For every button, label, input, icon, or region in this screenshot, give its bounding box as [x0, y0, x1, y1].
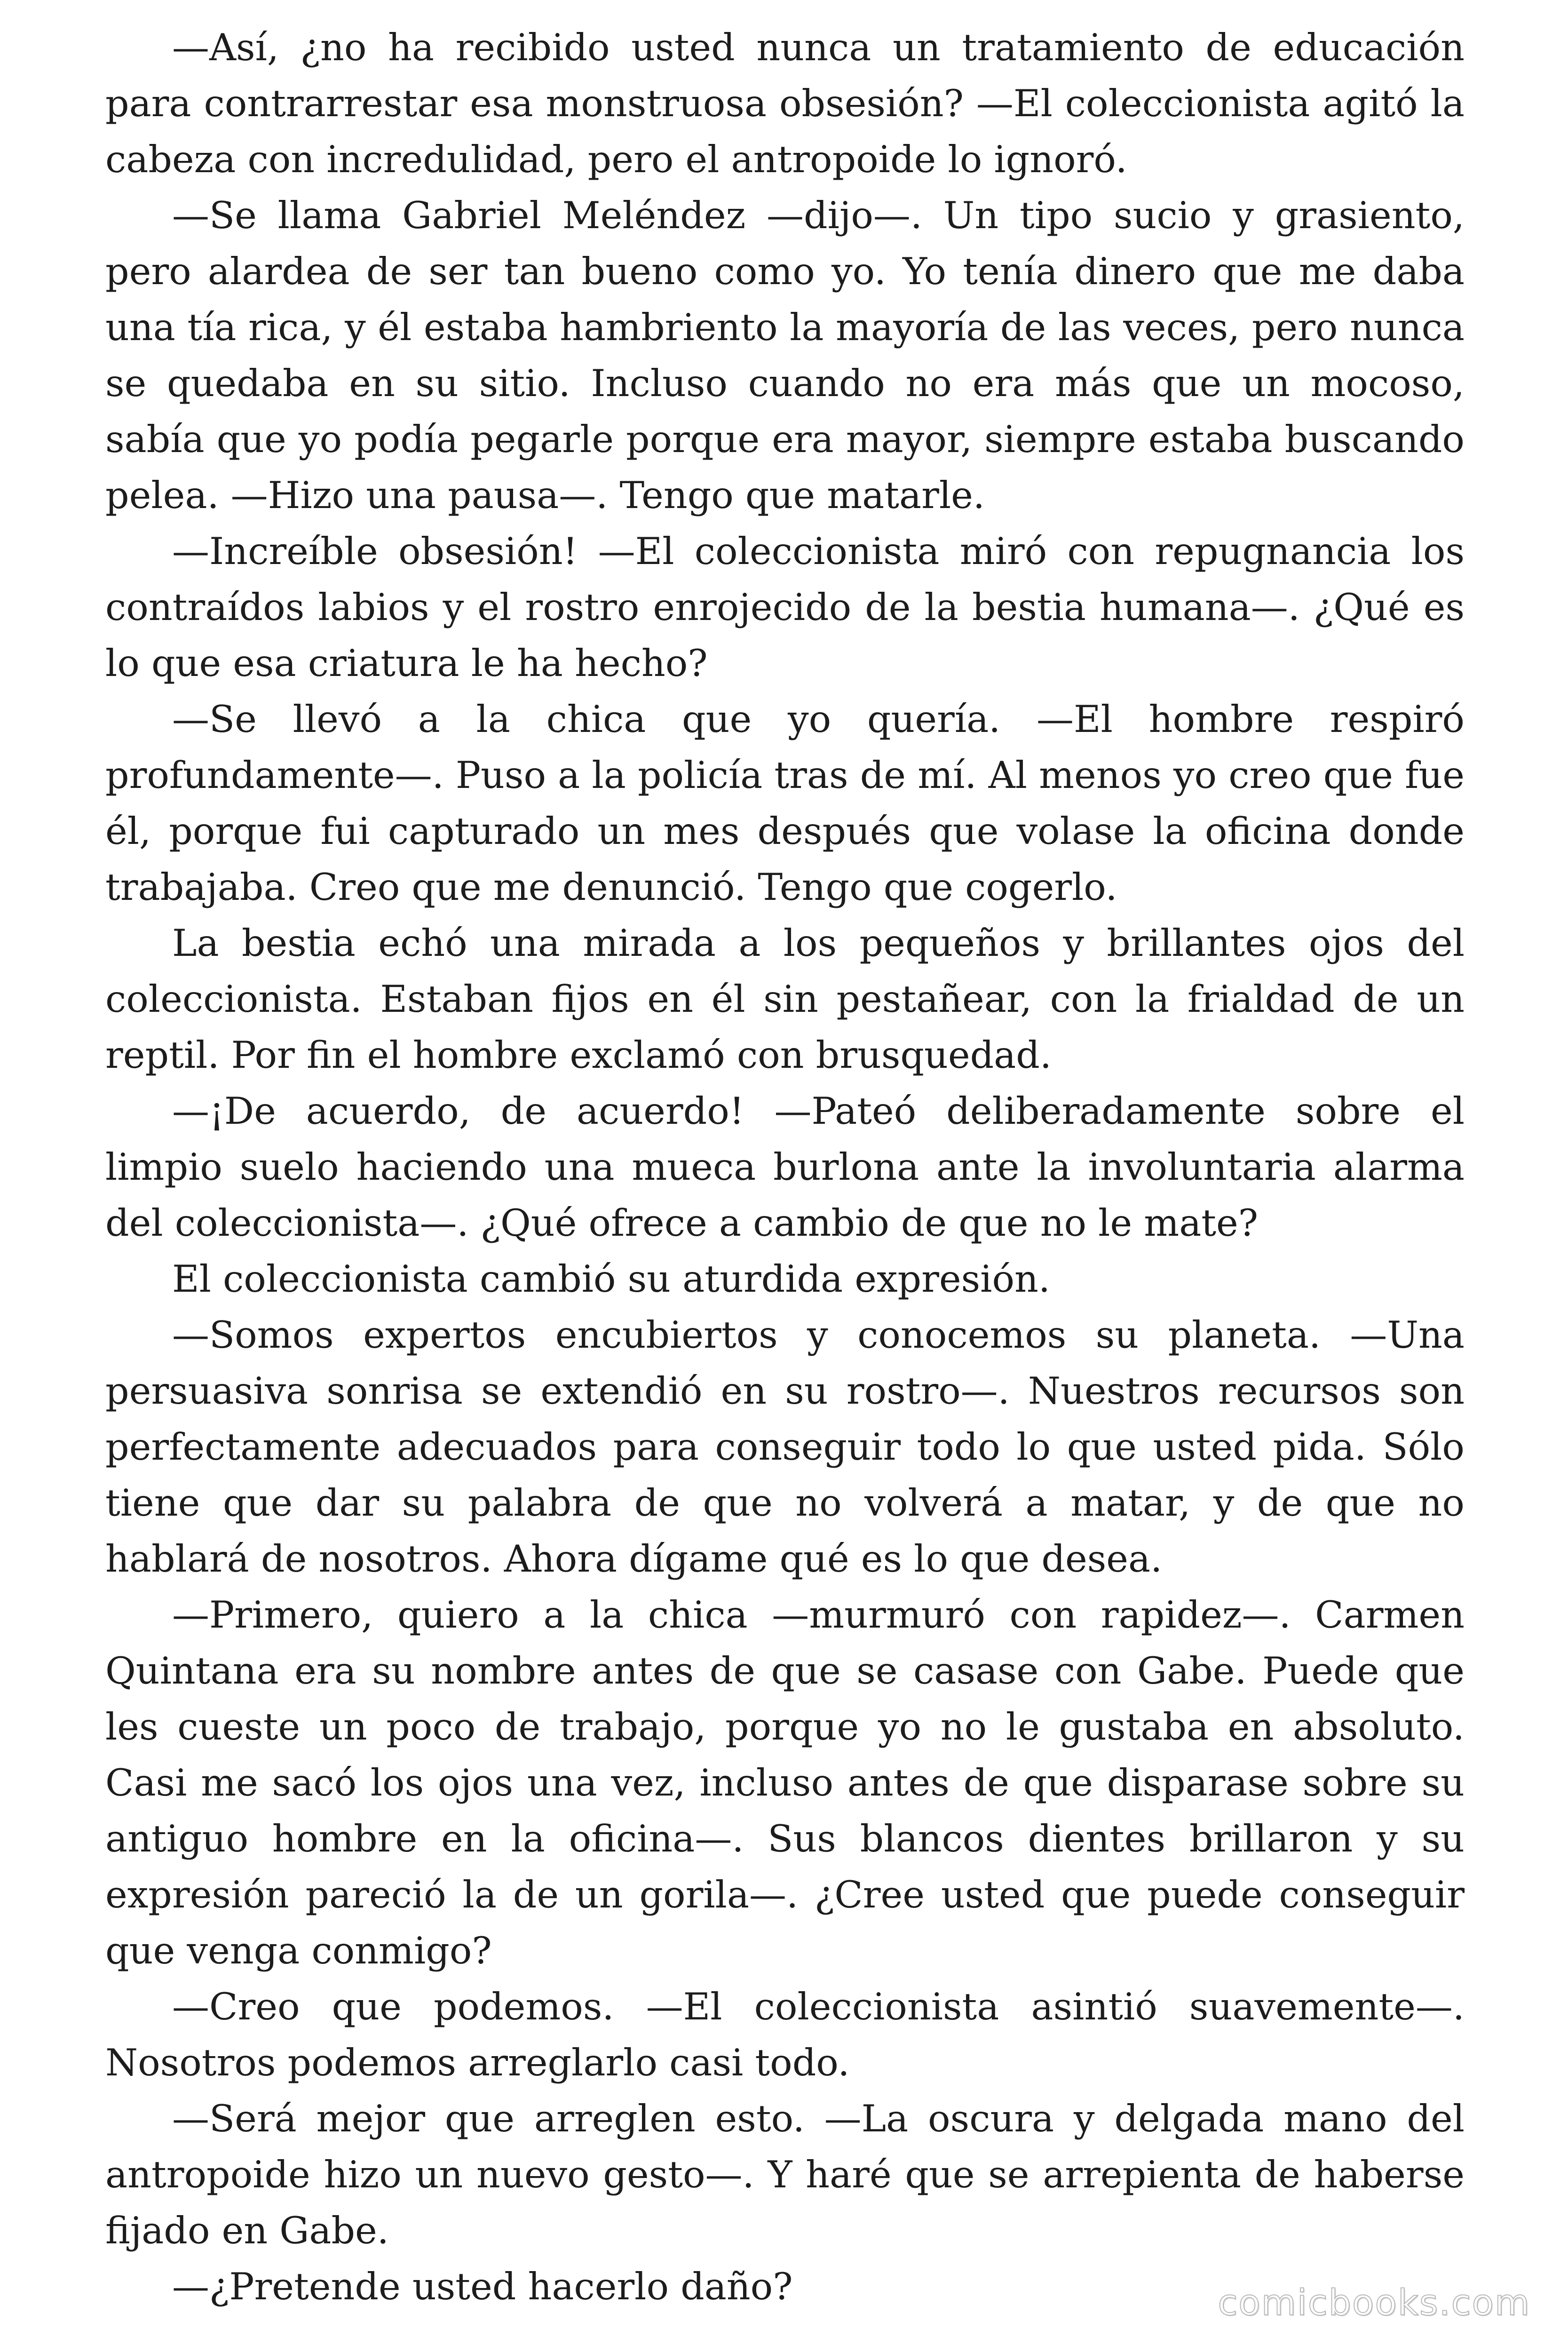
paragraph: —Se llama Gabriel Meléndez —dijo—. Un tipo sucio y grasiento, pero alardea de ser tan bueno como yo. Yo tenía dinero que me daba una tía rica, y él estaba hambriento la mayoría de las veces, pero nunca se quedaba en su sitio. Incluso cuando no era más que un mocoso, sabía que yo podía pegarle porque era mayor, siempre estaba buscando pelea. —Hizo una pausa—. Tengo que matarle.: [105, 194, 1465, 517]
paragraph: —Será mejor que arreglen esto. —La oscura y delgada mano del antropoide hizo un nuevo gesto—. Y haré que se arrepienta de haberse fijado en Gabe.: [105, 2097, 1465, 2252]
book-page-text: [105, 20, 1465, 2315]
paragraph: —¿Pretende usted hacerlo daño?: [172, 2265, 793, 2308]
paragraph: —Así, ¿no ha recibido usted nunca un tratamiento de educación para contrarrestar esa monstruosa obsesión? —El coleccionista agitó la cabeza con incredulidad, pero el antropoide lo ignoró.: [105, 26, 1465, 181]
paragraph: —Creo que podemos. —El coleccionista asintió suavemente—. Nosotros podemos arreglarlo casi todo.: [105, 1985, 1465, 2084]
paragraph: —Se llevó a la chica que yo quería. —El hombre respiró profundamente—. Puso a la policía tras de mí. Al menos yo creo que fue él, porque fui capturado un mes después que volase la oficina donde trabajaba. Creo que me denunció. Tengo que cogerlo.: [105, 698, 1465, 909]
paragraph: —Primero, quiero a la chica —murmuró con rapidez—. Carmen Quintana era su nombre antes de que se casase con Gabe. Puede que les cueste un poco de trabajo, porque yo no le gustaba en absoluto. Casi me sacó los ojos una vez, incluso antes de que disparase sobre su antiguo hombre en la oficina—. Sus blancos dientes brillaron y su expresión pareció la de un gorila—. ¿Cree usted que puede conseguir que venga conmigo?: [105, 1593, 1465, 1972]
paragraph: —Increíble obsesión! —El coleccionista miró con repugnancia los contraídos labios y el rostro enrojecido de la bestia humana—. ¿Qué es lo que esa criatura le ha hecho?: [105, 530, 1465, 685]
watermark: comicbooks.com: [1218, 2281, 1530, 2323]
paragraph: El coleccionista cambió su aturdida expresión.: [172, 1257, 1050, 1301]
paragraph: —¡De acuerdo, de acuerdo! —Pateó deliberadamente sobre el limpio suelo haciendo una mueca burlona ante la involuntaria alarma del coleccionista—. ¿Qué ofrece a cambio de que no le mate?: [105, 1089, 1465, 1245]
paragraph: —Somos expertos encubiertos y conocemos su planeta. —Una persuasiva sonrisa se extendió en su rostro—. Nuestros recursos son perfectamente adecuados para conseguir todo lo que usted pida. Sólo tiene que dar su palabra de que no volverá a matar, y de que no hablará de nosotros. Ahora dígame qué es lo que desea.: [105, 1313, 1465, 1581]
paragraph: La bestia echó una mirada a los pequeños y brillantes ojos del coleccionista. Estaban fijos en él sin pestañear, con la frialdad de un reptil. Por fin el hombre exclamó con brusquedad.: [105, 922, 1465, 1077]
